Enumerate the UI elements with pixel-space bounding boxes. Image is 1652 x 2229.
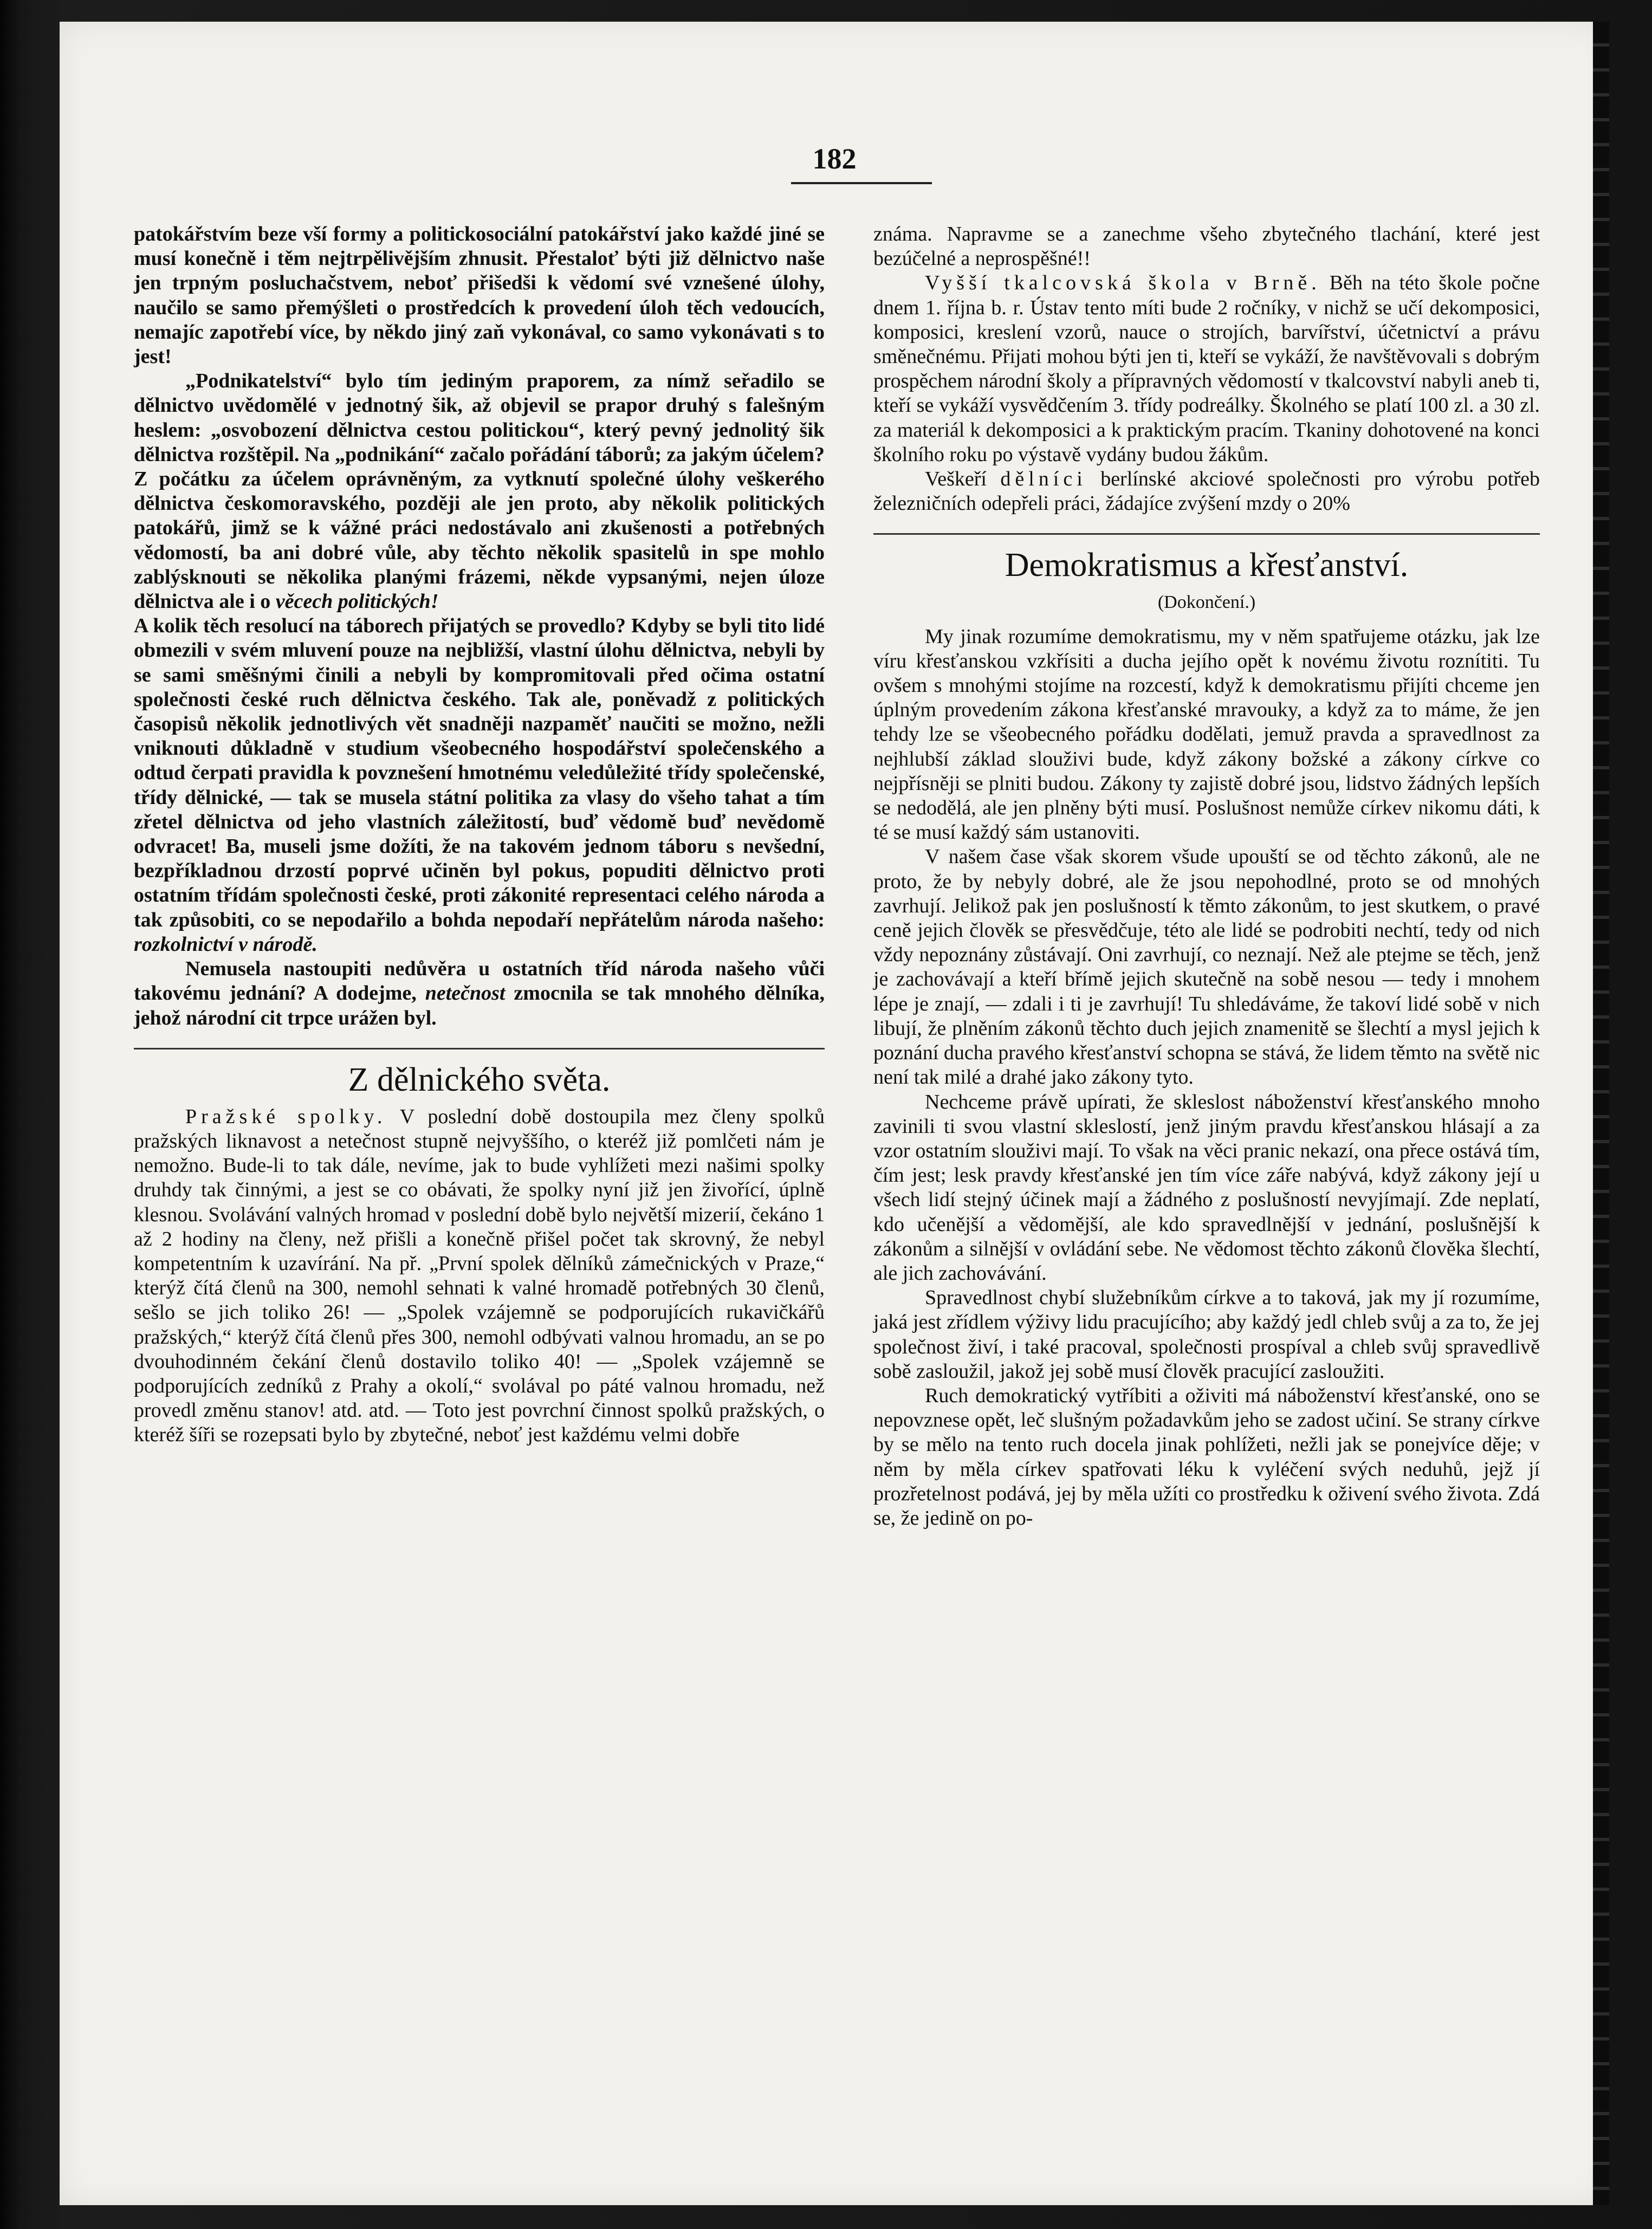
- italic-phrase: netečnost: [425, 982, 506, 1005]
- right-paragraph: [873, 271, 1540, 467]
- italic-phrase: rozkolnictví v národě.: [134, 932, 318, 956]
- left-paragraph: [134, 957, 825, 1031]
- school-heading: Vyšší tkalcovská škola v Brně.: [925, 271, 1321, 295]
- left-paragraph-text: „Podnikatelství“ bylo tím jediným praporem, za nímž seřadilo se dělnictvo uvědomělé v jednotný šik, až objevil se prapor druhý s falešným heslem: „osvobození dělnictva cestou politickou“, který pevný jednolitý šik dělnictva rozštěpil. Na „podnikání“ začalo pořádání táborů; za jakým účelem? Z počátku za účelem oprávněným, za vytknutí společné úlohy veškerého dělnictva českomoravského, později ale jen proto, aby několik politických patokářů, jimž se k vážné práci nedostávalo ani zkušenosti a potřebných vědomostí, ba ani dobré vůle, aby těchto několik spasitelů in spe mohlo zablýsknouti se několika planými frázemi, někde vypsanými, nejen úloze dělnictva ale i o: [134, 370, 825, 613]
- article-heading: Pražské spolky.: [185, 1105, 387, 1128]
- page-number: 182: [812, 142, 857, 175]
- italic-phrase: věcech politických!: [275, 590, 439, 613]
- right-paragraph: Spravedlnost chybí služebníkům církve a to taková, jak my jí rozumíme, jaká jest zřídlem výživy lidu pracujícího; aby každý jedl chleb svůj a za to, že jej společnost živí, i také pracoval, společnosti prospíval a chleb svůj spravedlivě sobě zasloužil, jakož jej sobě musí člověk pracující zasloužiti.: [873, 1286, 1540, 1383]
- workers-lead: Veškeří: [925, 468, 987, 491]
- workers-spaced: dělníci: [1000, 468, 1087, 491]
- page-number-rule: [791, 182, 932, 184]
- left-paragraph-text: Nemusela nastoupiti nedůvěra u ostatních tříd národa našeho vůči takovému jednání? A dodejme,: [134, 957, 825, 1005]
- right-paragraph: Ruch demokratický vytříbiti a oživiti má náboženství křesťanské, ono se nepovznese opět, leč slušným požadavkům jeho se zadost učiní. Se strany církve by se mělo na tento ruch docela jinak pohlížeti, nežli jak se ponejvíce děje; v něm by měla církev spatřovati léku k vyléčení svých neduhů, jejž jí prozřetelnost podává, jej by měla užíti co prostředku k oživení svého života. Zdá se, že jedině on po-: [873, 1384, 1540, 1530]
- right-column: [873, 222, 1540, 1531]
- right-paragraph: V našem čase však skorem všude upouští se od těchto zákonů, ale ne proto, že by nebyly dobré, ale že jsou nepohodlné, proto se od mnohých zavrhují. Jelikož pak jen poslušností k těmto zákonům, to jest skutkem, o pravé ceně jejich člověk se přesvědčuje, této ale lidé se podrobiti nechtí, tedy od nich vždy nepoznány zůstávají. Oni zavrhují, co neznají. Než ale ptejme se těch, jenž je zachovávají a kteří břímě jejich skutečně na sobě nesou — tedy i mnohem lépe je znají, — zdali i ti je zavrhují! Tu shledáváme, že takoví lidé sobě v nich libují, že plněním zákonů těchto duch jejich znamenitě se šlechtí a mysl jejich k poznání ducha pravého křesťanství schopna se stává, že lidem těmto na světě nic není tak milé a drahé jako zákony tyto.: [873, 845, 1540, 1089]
- section-title: Demokratismus a křesťanství.: [1005, 547, 1409, 584]
- section-subtitle: (Dokončení.): [1157, 592, 1256, 613]
- right-paragraph: známa. Napravme se a zanechme všeho zbytečného tlachání, které jest bezúčelné a neprospěšné!!: [873, 223, 1540, 270]
- school-text: Běh na této škole počne dnem 1. října b. r. Ústav tento míti bude 2 ročníky, v nichž se učí dekomposici, komposici, kreslení vzorů, nauce o strojích, barvířství, účetnictví a právu směnečnému. Přijati mohou býti jen ti, kteří se vykáží, že navštěvovali s dobrým prospěchem národní školy a přípravných vědomostí v tkalcovství nabyli aneb ti, kteří se vykáží vysvědčením 3. třídy podreálky. Školného se platí 100 zl. a 30 zl. za materiál k dekomposici a k praktickým pracím. Tkaniny dohotovené na konci školního roku po výstavě vydány budou žákům.: [873, 271, 1540, 466]
- right-paragraph: My jinak rozumíme demokratismu, my v něm spatřujeme otázku, jak lze víru křesťanskou vzkřísiti a ducha jejího opět k novému životu roznítiti. Tu ovšem s mnohými stojíme na rozcestí, když k demokratismu přijíti chceme jen úplným provedením zákona křesťanské mravouky, a když za to máme, že jen tehdy lze se všeobecného pořádku dodělati, jemuž pravda a spravedlnost za nejhlubší základ slouživi bude, když zákony božské a zákony církve co nejpřísněji se plniti budou. Zákony ty zajistě dobré jsou, lidstvo žádných lepších se nedodělá, ale jen plněny býti musí. Poslušnost nemůže církev nikomu dáti, k té se musí každý sám ustanoviti.: [873, 625, 1540, 844]
- section-title: Z dělnického světa.: [348, 1061, 611, 1098]
- article-paragraph: [134, 1105, 825, 1448]
- left-paragraph: [134, 369, 825, 614]
- right-paragraph: [873, 467, 1540, 516]
- article-text: V poslední době dostoupila mez členy spolků pražských liknavost a netečnost stupně nejvyššího, o kteréž již pomlčeti nám je nemožno. Bude-li to tak dále, nevíme, jak to bude vyhlížeti mezi našimi spolky druhdy tak činnými, a jest se co obávati, že spolky nyní již jen živořící, úplně klesnou. Svolávání valných hromad v poslední době bylo největší mizerií, čekáno 1 až 2 hodiny na členy, než přišli a konečně přišel počet tak skrovný, že nebyl kompetentním k uzavírání. Na př. „První spolek dělníků zámečnických v Praze,“ kterýž čítá členů na 300, nemohl sehnati k valné hromadě potřebných 30 členů, sešlo se jich toliko 26! — „Spolek vzájemně se podporujících rukavičkářů pražských,“ kterýž čítá členů přes 300, nemohl odbývati valnou hromadu, an se po dvouhodinném čekání členů dostavilo toliko 40! — „Spolek vzájemně se podporujících zedníků z Prahy a okolí,“ svolával po páté valnou hromadu, než provedl změnu stanov! atd. atd. — Toto jest povrchní činnost spolků pražských, o kteréž šíři se rozepsati bylo by zbytečné, neboť jest každému velmi dobře: [134, 1105, 825, 1447]
- right-paragraph: Nechceme právě upírati, že skleslost náboženství křesťanského mnoho zavinili ti svou vlastní skleslostí, jenž jiným pravdu křesťanskou hlásají a za vzor ostatním slouživi mají. To však na věci pranic nekazí, ona přece ostává tím, čím jest; lesk pravdy křesťanské jen tím více záře nabývá, když zákony její u všech lidí stejný účinek mají a žádného z poslušností nevyjímají. Zde neplatí, kdo učenější a vědomější, ale kdo spravedlnější v jednání, poslušnější k zákonům a silnější v ovládání sebe. Ne vědomost těchto zákonů člověka šlechtí, ale jich zachovávání.: [873, 1090, 1540, 1285]
- left-paragraph: [134, 614, 825, 957]
- section-divider: [134, 1048, 825, 1049]
- left-paragraph-text: zmocnila se tak mnohého dělníka, jehož národní cit trpce urážen byl.: [134, 982, 825, 1029]
- left-paragraph: patokářstvím beze vší formy a politickosociální patokářství jako každé jiné se musí konečně i těm nejtrpělivějším zhnusit. Přestaloť býti již dělnictvo naše jen trpným posluchačstvem, neboť přišedši k vědomí své vznešené úlohy, naučilo se samo přemýšleti o prostředcích k provedení úloh těch vedoucích, nemajíc zapotřebí více, by někdo jiný zaň vykonával, co samo vykonávati s to jest!: [134, 223, 825, 368]
- workers-text: berlínské akciové společnosti pro výrobu potřeb železničních odepřeli práci, žádajíce zvýšení mzdy o 20%: [873, 468, 1540, 515]
- left-column: [134, 222, 825, 1448]
- left-paragraph-text: A kolik těch resolucí na táborech přijatých se provedlo? Kdyby se byli tito lidé obmezili v svém mluvení pouze na nejbližší, vlastní úlohu dělnictva, nebyli by se sami směšnými činili a nebyli by kompromitovali před očima ostatní společnosti české ruch dělnictva českého. Tak ale, poněvadž z politických časopisů několik jednotlivých vět snadněji nazpaměť naučiti se možno, nežli vniknouti důkladně v studium všeobecného hospodářství společenského a odtud čerpati pravidla k povznešení hmotnému veledůležité třídy společenské, třídy dělnické, — tak se musela státní politika za vlasy do všeho tahat a tím zřetel dělnictva od jeho vlastních záležitostí, buď vědomě buď nevědomě odvracet! Ba, museli jsme dožíti, že na takovém jednom táboru s nevšední, bezpříkladnou drzostí poprvé učiněn byl pokus, popuditi dělnictvo proti ostatním třídám společnosti české, proti zákonité representaci celého národa a tak způsobiti, co se nepodařilo a bohda nepodaří nepřátelům národa našeho:: [134, 614, 825, 931]
- section-divider: [873, 533, 1540, 535]
- page-edge: [1593, 22, 1609, 2205]
